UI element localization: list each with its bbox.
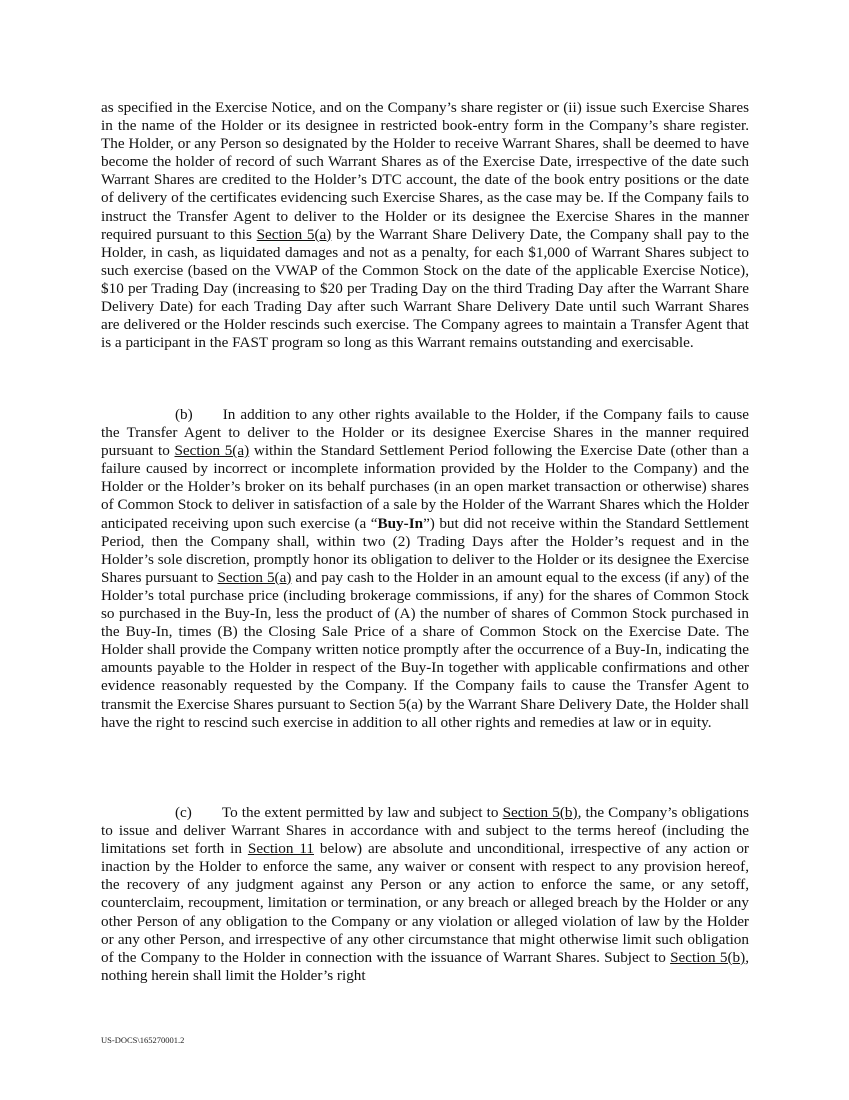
paragraph-text: by the Warrant Share Delivery Date, the Company shall pay to the Holder, in cash, as liquidated damages and not as a penalty, for each $1,000 of Warrant Shares subject to such exercise (based on the VWAP of the Common Stock on the date of the applicable Exercise Notice), $10 per Trading Day (increasing to $20 per Trading Day on the third Trading Day after the Warrant Share Delivery Date) for each Trading Day after such Warrant Share Delivery Date until such Warrant Shares are delivered or the Holder rescinds such exercise. The Company agrees to maintain a Transfer Agent that is a participant in the FAST program so long as this Warrant remains outstanding and exercisable. bbox=[101, 225, 749, 352]
paragraph-text: , the Company’s obligations to issue and deliver Warrant Shares in accordance with and subject to the terms hereof (including the limitations set forth in bbox=[101, 804, 750, 858]
paragraph-b bbox=[101, 406, 749, 732]
paragraph-text: and pay cash to the Holder in an amount equal to the excess (if any) of the Holder’s total purchase price (including brokerage commissions, if any) for the shares of Common Stock so purchased in the Buy-In, less the product of (A) the number of shares of Common Stock purchased in the Buy-In, times (B) the Closing Sale Price of a share of Common Stock on the Exercise Date. The Holder shall provide the Company written notice promptly after the occurrence of a Buy-In, indicating the amounts payable to the Holder in respect of the Buy-In together with applicable confirmations and other evidence reasonably requested by the Company. If the Company fails to cause the Transfer Agent to transmit the Exercise Shares pursuant to Section 5(a) by the Warrant Share Delivery Date, the Holder shall have the right to rescind such exercise in addition to all other rights and remedies at law or in equity. bbox=[101, 568, 749, 731]
paragraph-c bbox=[101, 804, 749, 985]
section-reference: Section 5(a) bbox=[174, 442, 250, 460]
paragraph-text: below) are absolute and unconditional, irrespective of any action or inaction by the Holder to enforce the same, any waiver or consent with respect to any provision hereof, the recovery of any judgment against any Person or any action to enforce the same, or any setoff, counterclaim, recoupment, limitation or termination, or any breach or alleged breach by the Holder or any other Person of any obligation to the Company or any violation or alleged violation of law by the Holder or any other Person, and irrespective of any other circumstance that might otherwise limit such obligation of the Company to the Holder in connection with the issuance of Warrant Shares. Subject to bbox=[101, 840, 749, 966]
paragraph-text: ”) but did not receive within the Standard Settlement Period, then the Company shall, within two (2) Trading Days after the Holder’s request and in the Holder’s sole discretion, promptly honor its obligation to deliver to the Holder or its designee the Exercise Shares pursuant to bbox=[101, 514, 750, 586]
defined-term: Buy-In bbox=[377, 514, 424, 532]
paragraph-marker: (b) bbox=[175, 406, 193, 423]
paragraph-marker: (c) bbox=[175, 804, 192, 821]
section-reference: Section 11 bbox=[247, 840, 314, 858]
document-footer-id: US-DOCS\165270001.2 bbox=[101, 1035, 185, 1045]
paragraph-text: as specified in the Exercise Notice, and on the Company’s share register or (ii) issue such Exercise Shares in the name of the Holder or its designee in restricted book-entry form in the Company’s share register. The Holder, or any Person so designated by the Holder to receive Warrant Shares, shall be deemed to have become the holder of record of such Warrant Shares as of the Exercise Date, irrespective of the date such Warrant Shares are credited to the Holder’s DTC account, the date of the book entry positions or the date of delivery of the certificates evidencing such Exercise Shares, as the case may be. If the Company fails to instruct the Transfer Agent to deliver to the Holder or its designee the Exercise Shares in the manner required pursuant to this bbox=[101, 99, 749, 243]
paragraph-text: , nothing herein shall limit the Holder’s right bbox=[101, 948, 749, 984]
section-reference: Section 5(a) bbox=[256, 225, 332, 243]
paragraph-text: To the extent permitted by law and subject to bbox=[221, 804, 503, 821]
paragraph-text: In addition to any other rights available to the Holder, if the Company fails to cause the Transfer Agent to deliver to the Holder or its designee Exercise Shares in the manner required pursuant to bbox=[101, 406, 749, 460]
section-reference: Section 5(b) bbox=[670, 948, 746, 966]
paragraph-continued bbox=[101, 99, 749, 352]
section-reference: Section 5(b) bbox=[502, 804, 578, 821]
section-reference: Section 5(a) bbox=[217, 568, 292, 586]
paragraph-text: within the Standard Settlement Period following the Exercise Date (other than a failure caused by incorrect or incomplete information provided by the Holder to the Company) and the Holder or the Holder’s broker on its behalf purchases (in an open market transaction or otherwise) shares of Common Stock to deliver in satisfaction of a sale by the Holder of the Warrant Shares which the Holder anticipated receiving upon such exercise (a “ bbox=[101, 442, 749, 532]
